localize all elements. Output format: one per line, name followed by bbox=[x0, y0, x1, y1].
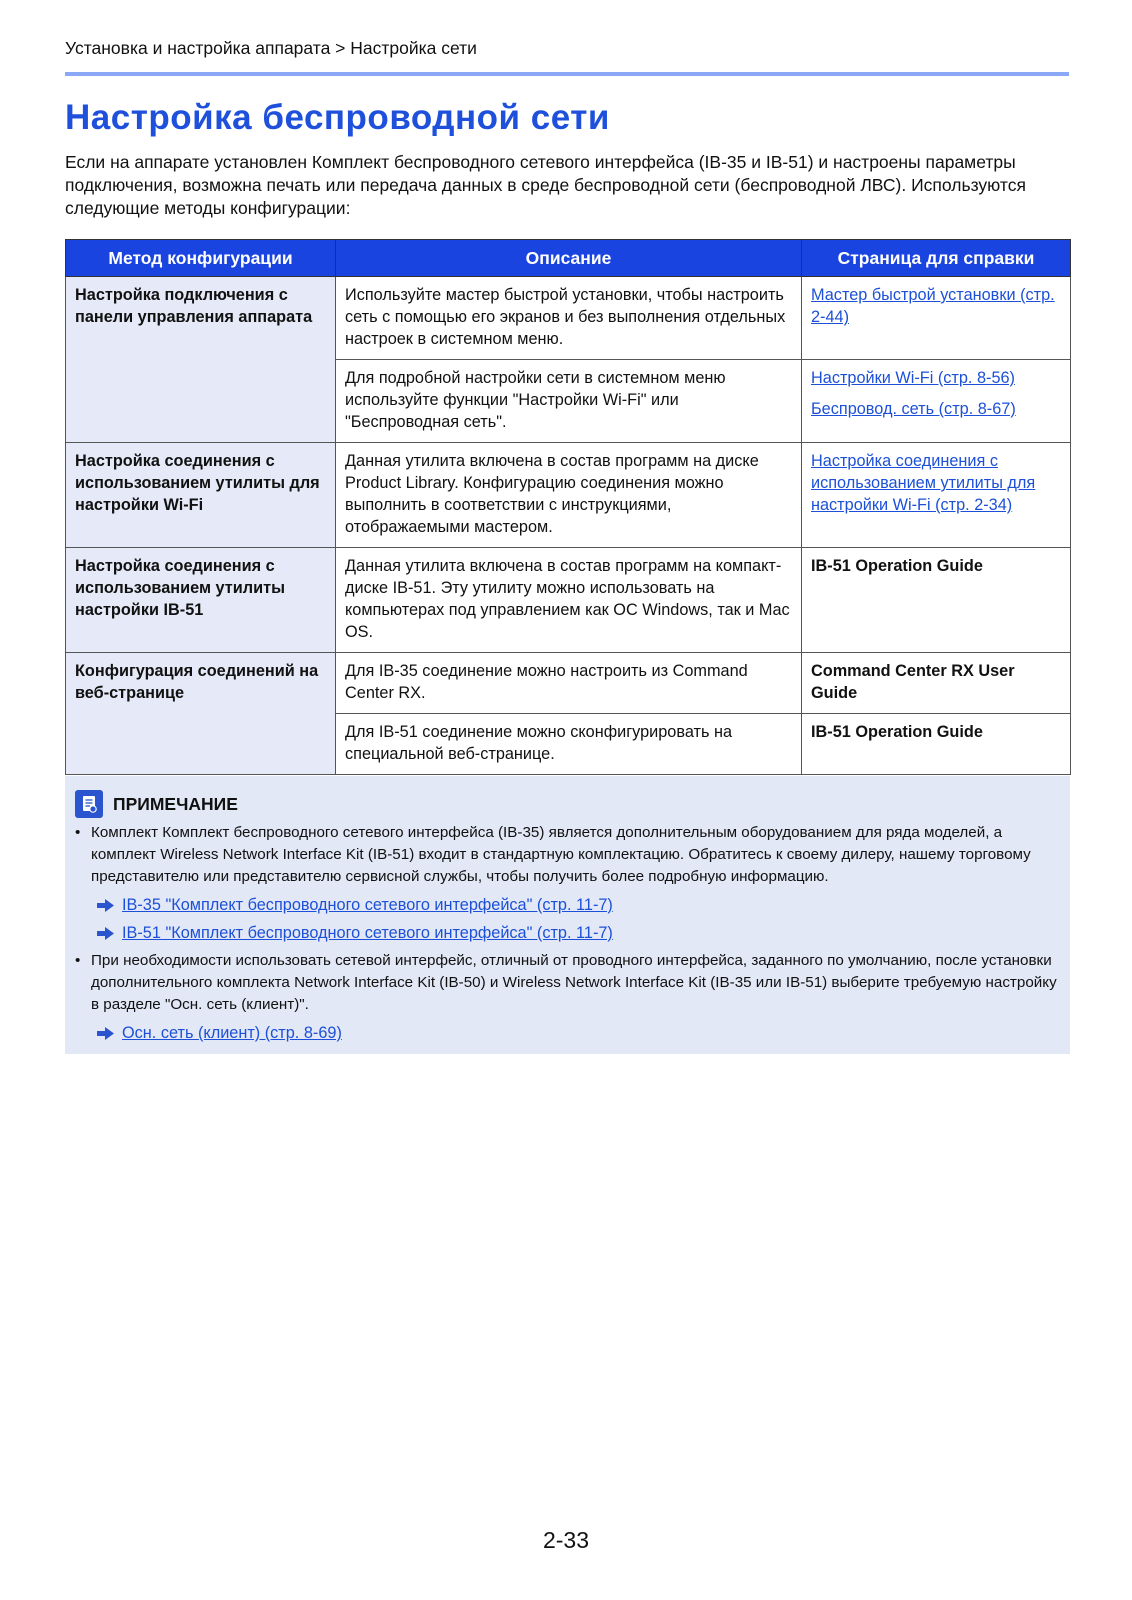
method-cell: Настройка соединения с использованием утилиты для настройки Wi-Fi bbox=[66, 443, 336, 548]
method-cell: Конфигурация соединений на веб-странице bbox=[66, 653, 336, 775]
description-cell: Используйте мастер быстрой установки, чтобы настроить сеть с помощью его экранов и без выполнения отдельных настроек в системном меню. bbox=[336, 277, 802, 360]
guide-reference: IB-51 Operation Guide bbox=[811, 557, 983, 575]
reference-cell bbox=[802, 277, 1071, 360]
table-row bbox=[66, 653, 1071, 714]
note-link-row bbox=[97, 1022, 1065, 1044]
page-title: Настройка беспроводной сети bbox=[65, 98, 610, 137]
breadcrumb: Установка и настройка аппарата > Настройка сети bbox=[65, 38, 477, 58]
ref-link-quick-setup-wizard[interactable]: Мастер быстрой установки (стр. 2-44) bbox=[811, 286, 1055, 326]
table-header-row bbox=[66, 240, 1071, 277]
ref-link-wireless-network[interactable]: Беспровод. сеть (стр. 8-67) bbox=[811, 400, 1016, 418]
intro-paragraph: Если на аппарате установлен Комплект беспроводного сетевого интерфейса (IB-35 и IB-51) и настроены параметры подключения, возможна печать или передача данных в среде беспроводной сети (беспроводной ЛВС). Используются следующие методы конфигурации: bbox=[65, 152, 1026, 218]
arrow-right-icon bbox=[97, 1027, 114, 1040]
guide-reference: Command Center RX User Guide bbox=[811, 662, 1015, 702]
description-cell: Данная утилита включена в состав программ на компакт-диске IB-51. Эту утилиту можно использовать на компьютерах под управлением как ОС Windows, так и Mac OS. bbox=[336, 548, 802, 653]
method-cell: Настройка соединения с использованием утилиты настройки IB-51 bbox=[66, 548, 336, 653]
note-box bbox=[65, 776, 1070, 1054]
note-bullet: • При необходимости использовать сетевой интерфейс, отличный от проводного интерфейса, заданного по умолчанию, после установки дополнительного комплекта Network Interface Kit (IB-50) и Wireless Network Interface Kit (IB-35 или IB-51) выберите требуемую настройку в разделе "Осн. сеть (клиент)". bbox=[75, 950, 1065, 1016]
arrow-right-icon bbox=[97, 899, 114, 912]
description-cell: Для подробной настройки сети в системном меню используйте функции "Настройки Wi-Fi" или "Беспроводная сеть". bbox=[336, 360, 802, 443]
ref-link-wifi-settings[interactable]: Настройки Wi-Fi (стр. 8-56) bbox=[811, 369, 1015, 387]
note-header bbox=[75, 790, 238, 818]
link-primary-network[interactable]: Осн. сеть (клиент) (стр. 8-69) bbox=[122, 1024, 342, 1042]
reference-cell bbox=[802, 653, 1071, 714]
description-cell: Данная утилита включена в состав программ на диске Product Library. Конфигурацию соединения можно выполнить в соответствии с инструкциями, отображаемыми мастером. bbox=[336, 443, 802, 548]
column-header-description: Описание bbox=[336, 240, 802, 277]
column-header-reference: Страница для справки bbox=[802, 240, 1071, 277]
page-number: 2-33 bbox=[542, 1527, 590, 1553]
method-cell: Настройка подключения с панели управления аппарата bbox=[66, 277, 336, 443]
note-link-row bbox=[97, 894, 1065, 916]
link-ib35-kit[interactable]: IB-35 "Комплект беспроводного сетевого интерфейса" (стр. 11-7) bbox=[122, 896, 613, 914]
reference-cell bbox=[802, 443, 1071, 548]
note-bullet: • Комплект Комплект беспроводного сетевого интерфейса (IB-35) является дополнительным оборудованием для ряда моделей, а комплект Wireless Network Interface Kit (IB-51) входит в стандартную комплектацию. Обратитесь к своему дилеру, нашему торговому представителю или представителю сервисной службы, чтобы получить более подробную информацию. bbox=[75, 822, 1065, 888]
arrow-right-icon bbox=[97, 927, 114, 940]
ref-link-wifi-utility-setup[interactable]: Настройка соединения с использованием утилиты для настройки Wi-Fi (стр. 2-34) bbox=[811, 452, 1036, 514]
table-row bbox=[66, 443, 1071, 548]
note-link-row bbox=[97, 922, 1065, 944]
reference-cell bbox=[802, 714, 1071, 775]
guide-reference: IB-51 Operation Guide bbox=[811, 723, 983, 741]
config-methods-table bbox=[65, 239, 1071, 775]
reference-cell bbox=[802, 548, 1071, 653]
description-cell: Для IB-51 соединение можно сконфигурировать на специальной веб-странице. bbox=[336, 714, 802, 775]
note-label: ПРИМЕЧАНИЕ bbox=[113, 793, 238, 814]
description-cell: Для IB-35 соединение можно настроить из Command Center RX. bbox=[336, 653, 802, 714]
link-ib51-kit[interactable]: IB-51 "Комплект беспроводного сетевого интерфейса" (стр. 11-7) bbox=[122, 924, 613, 942]
note-icon bbox=[75, 790, 103, 818]
column-header-method: Метод конфигурации bbox=[66, 240, 336, 277]
table-row bbox=[66, 277, 1071, 360]
header-rule bbox=[65, 72, 1069, 76]
note-body bbox=[75, 822, 1065, 1044]
table-row bbox=[66, 548, 1071, 653]
reference-cell bbox=[802, 360, 1071, 443]
